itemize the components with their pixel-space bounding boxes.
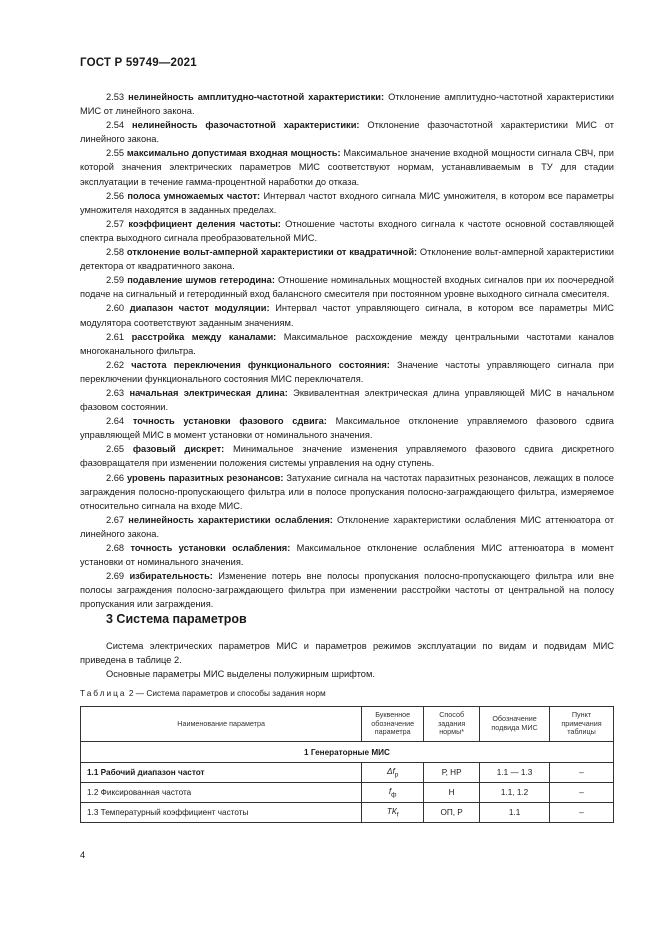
definition-term: отклонение вольт-амперной характеристики от квадратичной: <box>126 247 418 258</box>
definition-text: Эквивалентная электрическая длина управляющей МИС в начальном фазовом состоянии. <box>80 387 614 413</box>
table-row <box>81 763 614 783</box>
definition-number: 2.57 <box>106 218 125 229</box>
definitions-list <box>80 90 614 611</box>
definition-item <box>80 330 614 358</box>
definition-term: точность установки ослабления: <box>130 543 291 553</box>
parameters-table <box>80 706 614 823</box>
definition-item <box>80 471 614 513</box>
cell-symbol <box>362 783 424 803</box>
symbol-subscript: р <box>394 771 399 779</box>
definition-text: Минимальное значение изменения управляемого фазового сдвига дискретного фазовращателя при изменении положения системы управления на одну ступень. <box>80 444 614 469</box>
definition-term: расстройка между каналами: <box>131 331 277 342</box>
definition-number: 2.58 <box>106 247 125 258</box>
page-number: 4 <box>80 850 86 860</box>
definition-item <box>80 189 614 217</box>
cell-subtype: 1.1 <box>480 803 550 823</box>
definition-term: частота переключения функционального состояния: <box>131 359 390 370</box>
cell-parameter-name: 1.1 Рабочий диапазон частот <box>81 763 362 783</box>
symbol-subscript: f <box>396 811 399 819</box>
definition-text: Изменение потерь вне полосы пропускания полосно-пропускающего фильтра или вне полосы заграждения полосно-заграждающего фильтра при изменении расстройки частоты от центральной на полосу пропускания или заграждения. <box>80 571 614 610</box>
definition-number: 2.61 <box>106 331 125 342</box>
definition-term: избирательность: <box>129 571 213 582</box>
cell-parameter-name: 1.3 Температурный коэффициент частоты <box>81 803 362 823</box>
cell-method: Н <box>424 783 480 803</box>
definition-item <box>80 245 614 273</box>
definition-text: Отклонение вольт-амперной характеристики детектора от квадратичного закона. <box>80 247 614 272</box>
table-row <box>81 783 614 803</box>
section-paragraph: Система электрических параметров МИС и параметров режимов эксплуатации по видам и подвидам МИС приведена в таблице 2. <box>80 641 614 666</box>
header-cell-method: Способ задания нормы* <box>424 707 480 742</box>
definition-term: нелинейность амплитудно-частотной характеристики: <box>128 92 385 102</box>
definition-term: диапазон частот модуляции: <box>129 303 270 314</box>
definition-text: Затухание сигнала на частотах паразитных резонансов, лежащих в полосе заграждения полосно-пропускающего фильтра или в полосе пропускания полосно-заграждающего фильтра, измеряемое относительно сигнала на входе МИС. <box>80 472 614 511</box>
table-caption-text: 2 — Система параметров и способы задания норм <box>126 688 326 698</box>
symbol-main: f <box>388 786 392 796</box>
definition-item <box>80 301 614 329</box>
definition-text: Отклонение амплитудно-частотной характеристики МИС от линейного закона. <box>80 92 614 117</box>
definition-number: 2.56 <box>106 190 125 201</box>
cell-note: – <box>550 803 614 823</box>
symbol-main: ТК <box>386 806 397 816</box>
table-caption <box>80 688 326 698</box>
definition-number: 2.65 <box>106 444 125 455</box>
definition-item <box>80 358 614 386</box>
definition-item <box>80 569 614 611</box>
definition-text: Интервал частот входного сигнала МИС умножителя, в котором все параметры умножителя находятся в заданных пределах. <box>80 190 614 215</box>
definition-number: 2.62 <box>106 359 125 370</box>
definition-number: 2.59 <box>106 275 125 286</box>
definition-item <box>80 386 614 414</box>
definition-item <box>80 217 614 245</box>
definition-item <box>80 513 614 541</box>
cell-subtype: 1.1, 1.2 <box>480 783 550 803</box>
definition-term: фазовый дискрет: <box>132 444 225 455</box>
definition-term: нелинейность характеристики ослабления: <box>128 514 333 525</box>
definition-number: 2.69 <box>106 571 125 582</box>
definition-item <box>80 146 614 188</box>
definition-item <box>80 118 614 146</box>
definition-number: 2.55 <box>106 148 125 159</box>
header-cell-symbol: Буквенное обозначение параметра <box>362 707 424 742</box>
table-row <box>81 803 614 823</box>
definition-text: Отношение номинальных мощностей входных сигналов при их поочередной подаче на сигнальный и гетеродинный вход балансного смесителя при постоянном уровне выходного сигнала смесителя. <box>80 275 615 300</box>
group-title: 1 Генераторные МИС <box>81 742 614 763</box>
definition-item <box>80 541 614 569</box>
definition-term: начальная электрическая длина: <box>129 387 288 398</box>
definition-text: Значение частоты управляющего сигнала при переключении функционального состояния МИС переключателя. <box>80 359 615 384</box>
standard-header: ГОСТ Р 59749—2021 <box>80 57 197 69</box>
definition-text: Отклонение характеристики ослабления МИС аттенюатора от линейного закона. <box>80 514 614 539</box>
definition-number: 2.64 <box>106 416 125 427</box>
definition-term: коэффициент деления частоты: <box>128 218 281 229</box>
definition-item <box>80 414 614 442</box>
table-group-row <box>81 742 614 763</box>
definition-number: 2.54 <box>106 120 125 131</box>
definition-number: 2.66 <box>106 472 125 483</box>
definition-text: Максимальное отклонение управляемого фазового сдвига управляющей МИС в момент установки от номинального значения. <box>80 416 614 441</box>
definition-text: Интервал частот управляющего сигнала, в котором все параметры МИС модулятора соответствуют заданным значениям. <box>80 303 614 328</box>
definition-text: Отношение частоты входного сигнала к частоте основной составляющей спектра выходного сигнала преобразовательной МИС. <box>80 218 614 243</box>
definition-text: Максимальное отклонение ослабления МИС аттенюатора в момент установки от номинального значения. <box>80 543 614 568</box>
cell-method: Р, НР <box>424 763 480 783</box>
cell-parameter-name: 1.2 Фиксированная частота <box>81 783 362 803</box>
header-cell-note: Пункт примечания таблицы <box>550 707 614 742</box>
definition-item <box>80 442 614 470</box>
definition-item <box>80 273 614 301</box>
definition-text: Отклонение фазочастотной характеристики МИС от линейного закона. <box>80 120 614 145</box>
definition-number: 2.68 <box>106 543 125 553</box>
symbol-main: Δf <box>386 766 395 776</box>
header-cell-name: Наименование параметра <box>81 707 362 742</box>
definition-term: максимально допустимая входная мощность: <box>126 148 341 159</box>
section-body <box>80 639 614 681</box>
cell-method: ОП, Р <box>424 803 480 823</box>
table-caption-word: Таблица <box>80 688 127 698</box>
definition-term: нелинейность фазочастотной характеристики: <box>131 120 360 131</box>
definition-term: уровень паразитных резонансов: <box>126 472 284 483</box>
section-title: 3 Система параметров <box>106 612 247 626</box>
cell-symbol <box>362 763 424 783</box>
table-header-row <box>81 707 614 742</box>
definition-number: 2.67 <box>106 514 125 525</box>
cell-subtype: 1.1 — 1.3 <box>480 763 550 783</box>
definition-number: 2.53 <box>106 92 125 102</box>
header-cell-subtype: Обозначение подвида МИС <box>480 707 550 742</box>
definition-term: полоса умножаемых частот: <box>127 190 261 201</box>
definition-term: подавление шумов гетеродина: <box>127 275 275 286</box>
definition-term: точность установки фазового сдвига: <box>132 416 327 427</box>
symbol-subscript: ф <box>391 791 397 799</box>
definition-item <box>80 90 614 118</box>
definition-number: 2.63 <box>106 387 125 398</box>
definition-text: Максимальное значение входной мощности сигнала СВЧ, при которой значения электрических параметров МИС соответствуют нормам, устанавливаемым в ТУ для стадии эксплуатации в течение гамма-процентной наработки до отказа. <box>80 148 614 187</box>
section-paragraph: Основные параметры МИС выделены полужирным шрифтом. <box>106 669 375 680</box>
cell-symbol <box>362 803 424 823</box>
cell-note: – <box>550 763 614 783</box>
cell-note: – <box>550 783 614 803</box>
definition-number: 2.60 <box>106 303 125 314</box>
definition-text: Максимальное расхождение между центральными частотами каналов многоканального фильтра. <box>80 331 614 356</box>
